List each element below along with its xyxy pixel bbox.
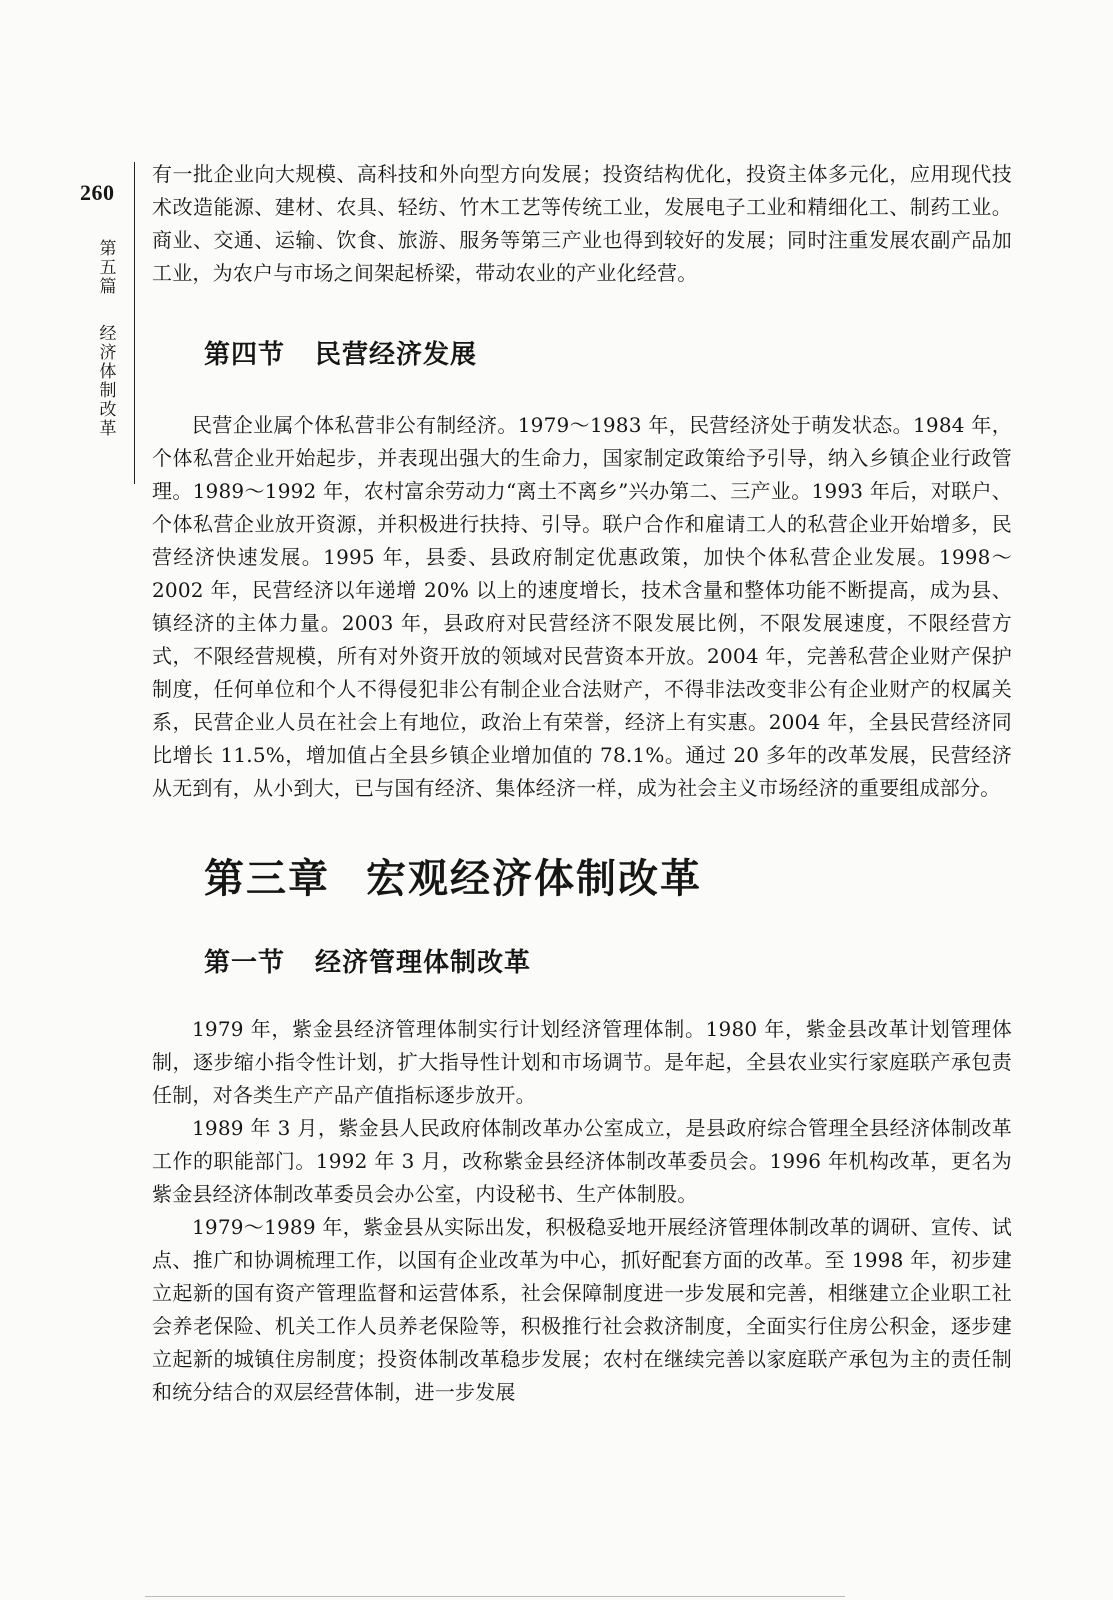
bottom-edge-line: [145, 1596, 845, 1597]
section-number: 第一节: [204, 948, 286, 978]
section1-paragraph-3: 1979～1989 年，紫金县从实际出发，积极稳妥地开展经济管理体制改革的调研、宣传、试点、推广和协调梳理工作，以国有企业改革为中心，抓好配套方面的改革。至 1998 年，初步建立起新的国有资产管理监督和运营体系，社会保障制度进一步发展和完善，相继建立企业职工社会养老保险、机关工作人员养老保险等，积极推行社会救济制度，全面实行住房公积金，逐步建立起新的城镇住房制度；投资体制改革稳步发展；农村在继续完善以家庭联产承包为主的责任制和统分结合的双层经营体制，进一步发展: [152, 1215, 1012, 1404]
section-heading-1: [152, 942, 1012, 979]
section-number: 第四节: [204, 340, 286, 370]
chapter-heading: [152, 847, 1012, 904]
intro-paragraph: 有一批企业向大规模、高科技和外向型方向发展；投资结构优化，投资主体多元化，应用现代技术改造能源、建材、农具、轻纺、竹木工艺等传统工业，发展电子工业和精细化工、制药工业。商业、交通、运输、饮食、旅游、服务等第三产业也得到较好的发展；同时注重发展农副产品加工业，为农户与市场之间架起桥梁，带动农业的产业化经营。: [152, 162, 1012, 285]
section1-paragraph-1: 1979 年，紫金县经济管理体制实行计划经济管理体制。1980 年，紫金县改革计划管理体制，逐步缩小指令性计划，扩大指导性计划和市场调节。是年起，全县农业实行家庭联产承包责任制，对各类生产产品产值指标逐步放开。: [152, 1017, 1012, 1107]
section4-paragraph: 民营企业属个体私营非公有制经济。1979～1983 年，民营经济处于萌发状态。1984 年，个体私营企业开始起步，并表现出强大的生命力，国家制定政策给予引导，纳入乡镇企业行政管理。1989～1992 年，农村富余劳动力“离土不离乡”兴办第二、三产业。1993 年后，对联户、个体私营企业放开资源，并积极进行扶持、引导。联户合作和雇请工人的私营企业开始增多，民营经济快速发展。1995 年，县委、县政府制定优惠政策，加快个体私营企业发展。1998～2002 年，民营经济以年递增 20% 以上的速度增长，技术含量和整体功能不断提高，成为县、镇经济的主体力量。2003 年，县政府对民营经济不限发展比例，不限发展速度，不限经营方式，不限经营规模，所有对外资开放的领域对民营资本开放。2004 年，完善私营企业财产保护制度，任何单位和个人不得侵犯非公有制企业合法财产，不得非法改变非公有企业财产的权属关系，民营企业人员在社会上有地位，政治上有荣誉，经济上有实惠。2004 年，全县民营经济同比增长 11.5%，增加值占全县乡镇企业增加值的 78.1%。通过 20 多年的改革发展，民营经济从无到有，从小到大，已与国有经济、集体经济一样，成为社会主义市场经济的重要组成部分。: [152, 413, 1012, 800]
page-content: [152, 158, 1012, 1409]
section1-paragraph-2: 1989 年 3 月，紫金县人民政府体制改革办公室成立，是县政府综合管理全县经济体制改革工作的职能部门。1992 年 3 月，改称紫金县经济体制改革委员会。1996 年机构改革，更名为紫金县经济体制改革委员会办公室，内设秘书、生产体制股。: [152, 1116, 1012, 1206]
chapter-title: 宏观经济体制改革: [366, 855, 702, 902]
section-title: 民营经济发展: [315, 340, 478, 370]
chapter-number: 第三章: [204, 855, 330, 902]
section-heading-4: [152, 334, 1012, 371]
section-title: 经济管理体制改革: [315, 948, 532, 978]
part-title-label: 经济体制改革: [99, 324, 117, 439]
part-label: 第五篇: [99, 239, 117, 297]
page-number: 260: [80, 180, 115, 205]
margin-divider: [134, 162, 135, 484]
